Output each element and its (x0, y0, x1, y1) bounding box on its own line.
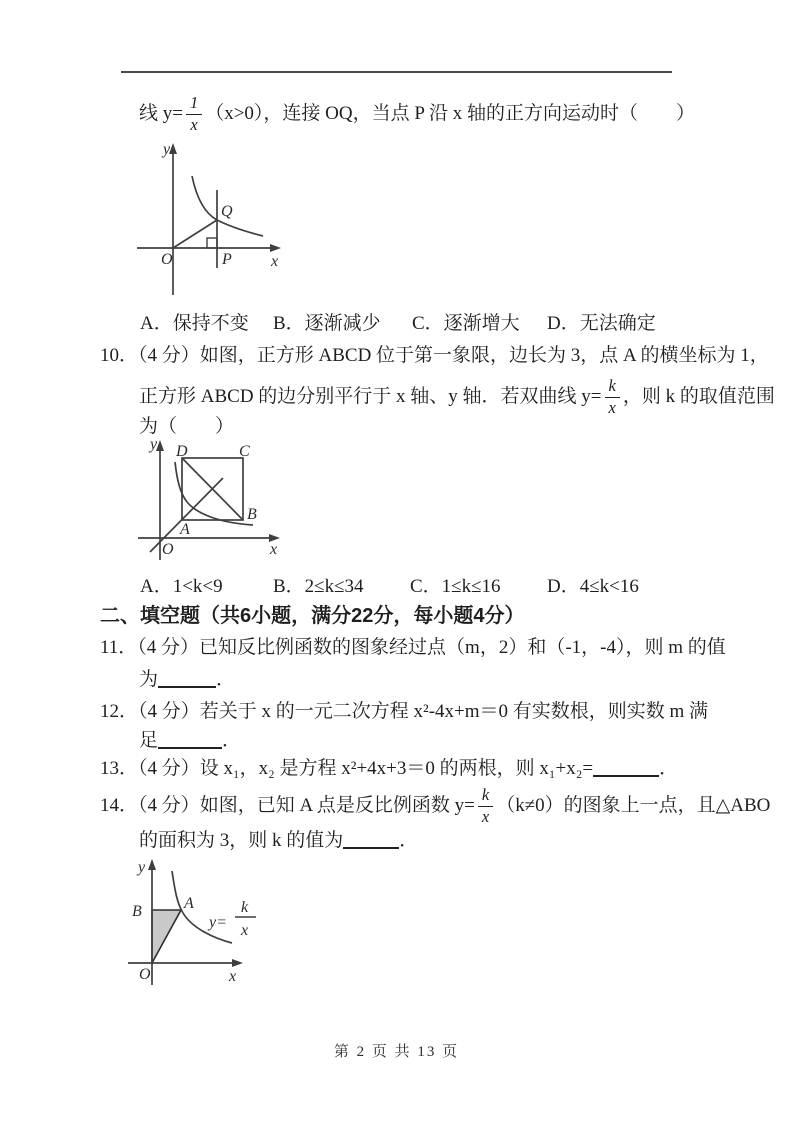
q14-fig-x-label: x (229, 968, 237, 985)
q10-option-b: B．2≤k≤34 (273, 576, 364, 597)
q9-figure (125, 140, 300, 300)
q14-line1-pre: 14．（4 分）如图，已知 A 点是反比例函数 y= (100, 795, 475, 817)
q9-fraction (186, 95, 202, 133)
q10-fraction-numerator: k (605, 378, 620, 398)
q13-line-post: ． (659, 758, 679, 779)
q9-option-c: C．逐渐增大 (412, 313, 520, 334)
q9-line1 (139, 92, 695, 136)
q10-fig-origin-label: O (162, 541, 174, 558)
q10-option-d: D．4≤k<16 (547, 576, 639, 597)
q9-fig-y-arrow (169, 143, 177, 154)
q9-fig-y-label: y (163, 141, 171, 158)
q9-fig-x-label: x (271, 253, 279, 270)
q9-line1-pre: 线 y= (139, 103, 183, 125)
q9-option-a: A．保持不变 (140, 313, 249, 334)
top-divider (121, 71, 672, 73)
q10-line2-post: ，则 k 的取值范围 (622, 386, 775, 408)
q14-fraction-denominator: x (481, 806, 490, 826)
q14-fig-equation-prefix: y= (209, 914, 227, 931)
q9-fig-q-label: Q (221, 203, 233, 220)
q14-answer-blank (343, 847, 399, 849)
q9-fig-x-arrow (270, 244, 281, 252)
q12-line2-post: ． (222, 730, 242, 751)
q14-line2-post: ． (399, 830, 419, 851)
q14-line2-pre: 的面积为 3，则 k 的值为 (139, 830, 344, 851)
q14-line2 (139, 829, 418, 853)
q14-fig-x-arrow (232, 959, 243, 967)
q14-fig-equation-denominator: x (241, 922, 249, 939)
q9-fig-right-angle-mark (207, 238, 217, 248)
q9-option-d: D．无法确定 (547, 313, 656, 334)
q9-fig-origin-label: O (161, 251, 173, 268)
q14-line1 (100, 784, 770, 828)
q10-figure (135, 435, 305, 570)
q14-fig-hyperbola (172, 871, 232, 943)
q10-line2-pre: 正方形 ABCD 的边分别平行于 x 轴、y 轴．若双曲线 y= (139, 386, 602, 408)
q12-line2 (139, 729, 241, 753)
q10-fig-line-through-O (150, 478, 223, 552)
q12-line1: 12．（4 分）若关于 x 的一元二次方程 x²-4x+m＝0 有实数根，则实数 m 满 (100, 701, 709, 722)
q10-fraction-denominator: x (608, 397, 616, 417)
section2-title: 二、填空题（共6小题，满分22分，每小题4分） (100, 605, 525, 627)
q10-fig-y-arrow (156, 440, 164, 451)
q14-fig-y-arrow (148, 859, 156, 870)
q9-fig-segment-OQ (173, 220, 217, 248)
q10-fig-a-label: A (180, 521, 190, 538)
q9-fig-p-label: P (222, 251, 232, 268)
q11-line1: 11．（4 分）已知反比例函数的图象经过点（m，2）和（-1，-4），则 m 的值 (100, 637, 726, 658)
q10-fraction (605, 378, 620, 416)
q12-answer-blank (158, 747, 222, 749)
q10-line2 (139, 374, 775, 420)
q9-line1-post: （x>0），连接 OQ，当点 P 沿 x 轴的正方向运动时（ ） (205, 103, 695, 125)
q10-line3: 为（ ） (139, 416, 235, 437)
q14-figure (125, 858, 285, 990)
q14-fig-a-label: A (184, 895, 194, 912)
q13-line-pre: 13．（4 分）设 x₁，x₂ 是方程 x²+4x+3＝0 的两根，则 x₁+x₂= (100, 758, 594, 779)
q14-fig-equation-numerator: k (241, 899, 249, 916)
q14-fig-b-label: B (132, 903, 142, 920)
q9-option-b: B．逐渐减少 (273, 313, 381, 334)
q10-fig-d-label: D (176, 443, 188, 460)
q11-line2 (139, 668, 235, 692)
q14-fraction (478, 787, 493, 825)
page-number-footer: 第 2 页 共 13 页 (333, 1044, 460, 1060)
q11-line2-pre: 为 (139, 669, 159, 690)
q11-answer-blank (158, 686, 216, 688)
q9-fraction-denominator: x (190, 114, 198, 134)
q10-option-c: C．1≤k≤16 (410, 576, 501, 597)
q14-line1-post: （k≠0）的图象上一点，且△ABO (496, 795, 771, 817)
q14-fig-triangle-OBA (152, 910, 181, 963)
q9-fraction-numerator: 1 (186, 95, 202, 115)
q13-answer-blank (593, 775, 659, 777)
q10-fig-x-label: x (270, 541, 278, 558)
q14-fraction-numerator: k (478, 787, 493, 807)
q10-fig-b-label: B (247, 506, 257, 523)
q11-line2-post: ． (216, 669, 236, 690)
q10-fig-c-label: C (239, 443, 250, 460)
q10-option-a: A．1<k<9 (140, 576, 223, 597)
q13-line (100, 757, 678, 781)
q14-fig-y-label: y (138, 859, 146, 876)
q12-line2-pre: 足 (139, 730, 159, 751)
q10-line1: 10．（4 分）如图，正方形 ABCD 位于第一象限，边长为 3，点 A 的横坐标为 1， (100, 345, 769, 366)
q14-fig-origin-label: O (139, 966, 151, 983)
q10-fig-y-label: y (150, 436, 158, 453)
